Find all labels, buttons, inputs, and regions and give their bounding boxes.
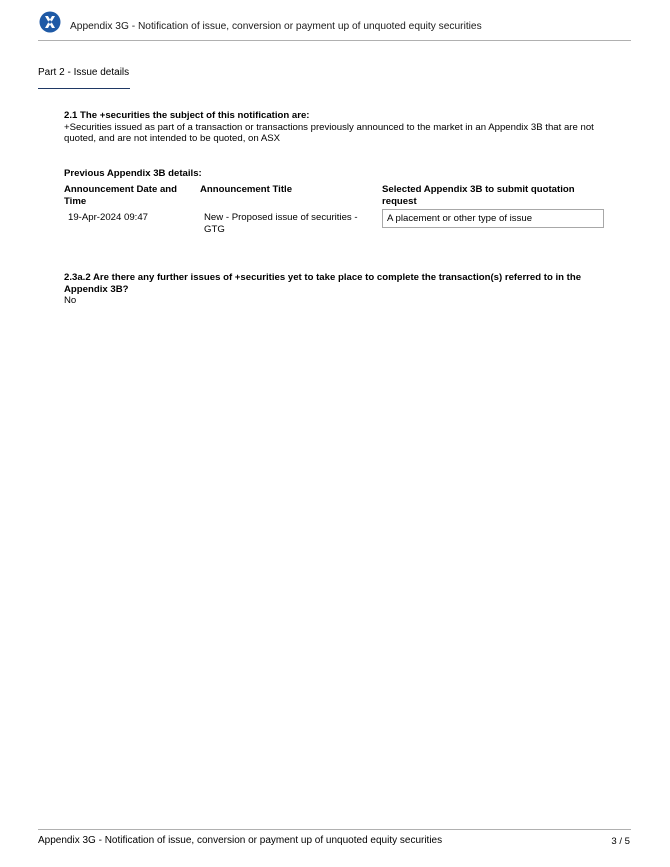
cell-announcement-title: New - Proposed issue of securities - GTG <box>204 212 358 235</box>
question-answer: +Securities issued as part of a transaction or transactions previously announced to the market in an Appendix 3B that are not quoted, and are not intended to be quoted, on ASX <box>64 121 594 145</box>
cell-announcement-date: 19-Apr-2024 09:47 <box>68 212 149 223</box>
previous-3b-heading: Previous Appendix 3B details: <box>64 168 202 179</box>
question-heading: 2.3a.2 Are there any further issues of +securities yet to take place to complete the transaction(s) referred to in the Appendix 3B? <box>64 272 582 295</box>
part-title: Part 2 - Issue details <box>38 67 130 78</box>
header-title: Appendix 3G - Notification of issue, conversion or payment up of unquoted equity securities <box>70 21 482 32</box>
footer-divider <box>38 829 631 830</box>
page-header <box>38 10 631 41</box>
selected-appendix-3b-field[interactable]: A placement or other type of issue <box>382 209 604 228</box>
asx-logo-icon <box>39 11 61 33</box>
footer-title: Appendix 3G - Notification of issue, conversion or payment up of unquoted equity securities <box>38 835 443 846</box>
column-header-date: Announcement Date and Time <box>64 184 178 207</box>
part-title-underline <box>38 88 130 89</box>
question-answer: No <box>64 295 77 307</box>
column-header-selected: Selected Appendix 3B to submit quotation request <box>382 184 575 207</box>
question-2-3a-2 <box>64 272 609 307</box>
column-header-title: Announcement Title <box>200 184 293 195</box>
page-number: 3 / 5 <box>611 836 630 847</box>
question-2-1 <box>64 110 609 145</box>
question-heading: 2.1 The +securities the subject of this notification are: <box>64 110 310 121</box>
